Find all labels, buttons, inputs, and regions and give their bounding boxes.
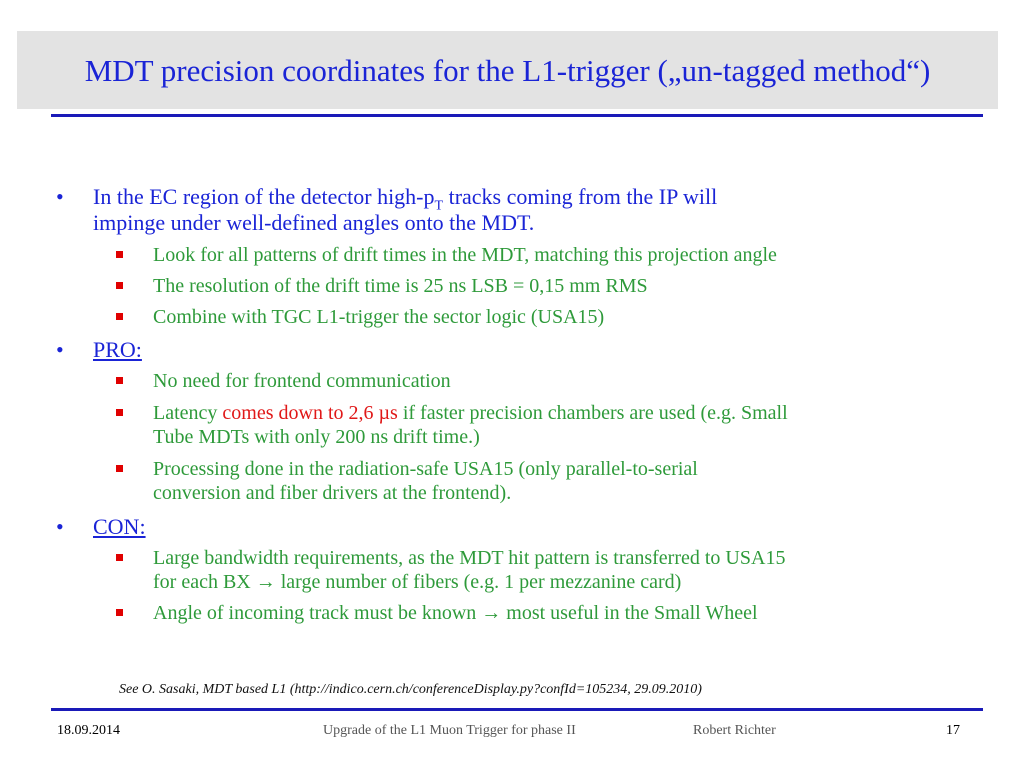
bandwidth-line2-post: large number of fibers (e.g. 1 per mezzanine card) xyxy=(275,571,682,593)
bullet-dot-icon: • xyxy=(56,184,64,209)
bullet-ec-region xyxy=(56,184,973,236)
subbullet-text: Combine with TGC L1-trigger the sector logic (USA15) xyxy=(153,306,605,328)
subbullet-patterns xyxy=(153,243,983,267)
subbullet-text: No need for frontend communication xyxy=(153,370,451,392)
con-label: CON: xyxy=(93,514,146,539)
square-bullet-icon xyxy=(116,465,123,472)
square-bullet-icon xyxy=(116,609,123,616)
subscript-t: T xyxy=(434,198,444,214)
latency-highlight: comes down to 2,6 µs xyxy=(222,402,398,424)
subbullet-bandwidth xyxy=(153,546,983,594)
bullet-text-line2: impinge under well-defined angles onto the MDT. xyxy=(93,210,535,235)
arrow-right-icon: → xyxy=(255,571,276,593)
bullet-dot-icon: • xyxy=(56,514,64,539)
bullet-text-pre: In the EC region of the detector high-p xyxy=(93,184,435,209)
square-bullet-icon xyxy=(116,282,123,289)
reference-note: See O. Sasaki, MDT based L1 (http://indico.cern.ch/conferenceDisplay.py?confId=105234, 29.09.2010) xyxy=(119,682,702,697)
latency-line2: Tube MDTs with only 200 ns drift time.) xyxy=(153,426,480,448)
square-bullet-icon xyxy=(116,313,123,320)
subbullet-resolution xyxy=(153,274,983,298)
angle-pre: Angle of incoming track must be known xyxy=(153,602,482,624)
latency-pre: Latency xyxy=(153,402,223,424)
footer-date: 18.09.2014 xyxy=(57,723,120,738)
subbullet-text: Look for all patterns of drift times in the MDT, matching this projection angle xyxy=(153,244,777,266)
footer-author: Robert Richter xyxy=(693,723,776,738)
subbullet-angle xyxy=(153,601,983,625)
slide-title: MDT precision coordinates for the L1-trigger („un-tagged method“) xyxy=(84,53,931,88)
bullet-text-post: tracks coming from the IP will xyxy=(443,184,718,209)
subbullet-processing xyxy=(153,457,983,505)
bandwidth-line2-pre: for each BX xyxy=(153,571,256,593)
square-bullet-icon xyxy=(116,409,123,416)
square-bullet-icon xyxy=(116,554,123,561)
bandwidth-line1: Large bandwidth requirements, as the MDT hit pattern is transferred to USA15 xyxy=(153,547,786,569)
bullet-pro xyxy=(56,337,973,363)
subbullet-tgc xyxy=(153,305,983,329)
latency-post: if faster precision chambers are used (e.g. Small xyxy=(397,402,788,424)
footer-divider xyxy=(51,708,983,711)
processing-line1: Processing done in the radiation-safe USA15 (only parallel-to-serial xyxy=(153,458,698,480)
angle-post: most useful in the Small Wheel xyxy=(501,602,758,624)
arrow-right-icon: → xyxy=(481,602,502,624)
bullet-dot-icon: • xyxy=(56,337,64,362)
subbullet-latency xyxy=(153,401,983,449)
page-number: 17 xyxy=(946,723,960,738)
subbullet-no-frontend xyxy=(153,369,983,393)
square-bullet-icon xyxy=(116,251,123,258)
processing-line2: conversion and fiber drivers at the frontend). xyxy=(153,482,512,504)
footer-talk-title: Upgrade of the L1 Muon Trigger for phase II xyxy=(323,723,576,738)
pro-label: PRO: xyxy=(93,337,142,362)
square-bullet-icon xyxy=(116,377,123,384)
bullet-con xyxy=(56,514,973,540)
subbullet-text: The resolution of the drift time is 25 ns LSB = 0,15 mm RMS xyxy=(153,275,648,297)
